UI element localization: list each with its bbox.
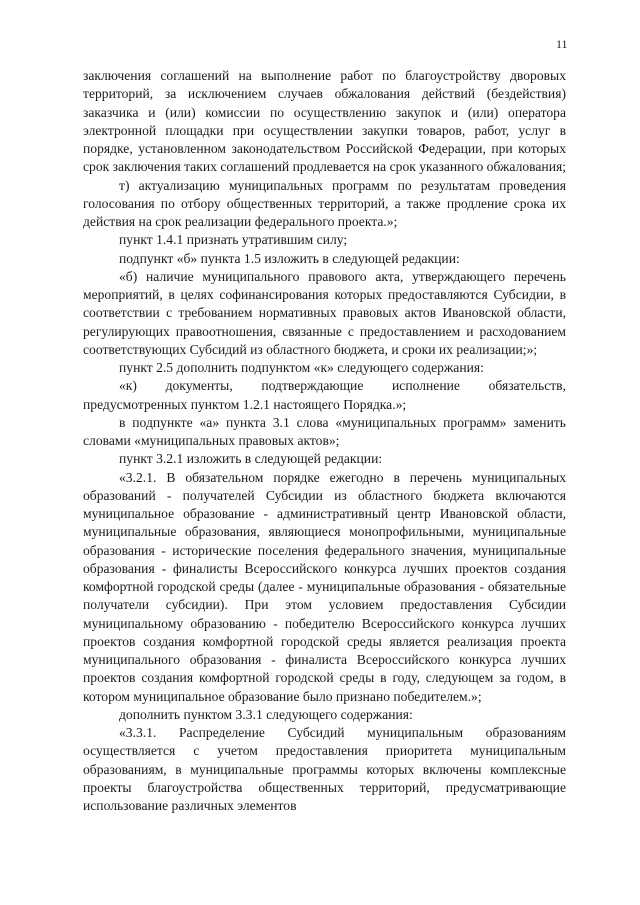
paragraph-11: дополнить пунктом 3.3.1 следующего содержания:: [119, 706, 413, 722]
paragraph-6: пункт 2.5 дополнить подпунктом «к» следующего содержания:: [119, 360, 484, 375]
paragraph-8: в подпункте «а» пункта 3.1 слова «муниципальных программ» заменить словами «муниципальных правовых актов»;: [83, 414, 566, 448]
paragraph-9: пункт 3.2.1 изложить в следующей редакции:: [119, 451, 383, 467]
document-body: [83, 67, 566, 815]
paragraph-2: т) актуализацию муниципальных программ по результатам проведения голосования по отбору общественных территорий, а также продление срока их действия на срок реализации федерального проекта.»;: [83, 177, 566, 229]
page-number: 11: [556, 37, 568, 51]
paragraph-12: «3.3.1. Распределение Субсидий муниципальным образованиям осуществляется с учетом предоставления приоритета муниципальным образованиям, в муниципальные программы которых включены комплексные проекты благоустройства общественных территорий, предусматривающие использование различных элементов: [83, 725, 566, 813]
paragraph-3: пункт 1.4.1 признать утратившим силу;: [119, 232, 348, 248]
paragraph-1: заключения соглашений на выполнение работ по благоустройству дворовых территорий, за исключением случаев обжалования действий (бездействия) заказчика и (или) комиссии по осуществлению закупок и (или) оператора электронной площадки при осуществлении закупки товаров, работ, услуг в порядке, установленном законодательством Российской Федерации, при которых срок заключения таких соглашений продлевается на срок указанного обжалования;: [83, 68, 567, 175]
paragraph-4: подпункт «б» пункта 1.5 изложить в следующей редакции:: [119, 250, 460, 266]
paragraph-10: «3.2.1. В обязательном порядке ежегодно в перечень муниципальных образований - получателей Субсидии из областного бюджета включаются муниципальное образование - административный центр Ивановской области, муниципальные образования, являющиеся монопрофильными, муниципальные образования - исторические поселения федерального значения, муниципальные образования - финалисты Всероссийского конкурса лучших проектов создания комфортной городской среды (далее - муниципальные образования - обязательные получатели субсидии). При этом условием предоставления Субсидии муниципальному образованию - победителю Всероссийского конкурса лучших проектов создания комфортной городской среды является реализация проекта муниципального образования - финалиста Всероссийского конкурса лучших проектов создания комфортной городской среды в году, следующем за годом, в котором муниципальное образование было признано победителем.»;: [83, 469, 566, 704]
paragraph-7: «к) документы, подтверждающие исполнение обязательств, предусмотренных пунктом 1.2.1 настоящего Порядка.»;: [83, 378, 566, 412]
paragraph-5: «б) наличие муниципального правового акта, утверждающего перечень мероприятий, в целях софинансирования которых предоставляются Субсидии, в соответствии с требованием нормативных правовых актов Ивановской области, регулирующих правоотношения, связанные с предоставлением и расходованием соответствующих Субсидий из областного бюджета, и сроки их реализации;»;: [83, 268, 566, 357]
